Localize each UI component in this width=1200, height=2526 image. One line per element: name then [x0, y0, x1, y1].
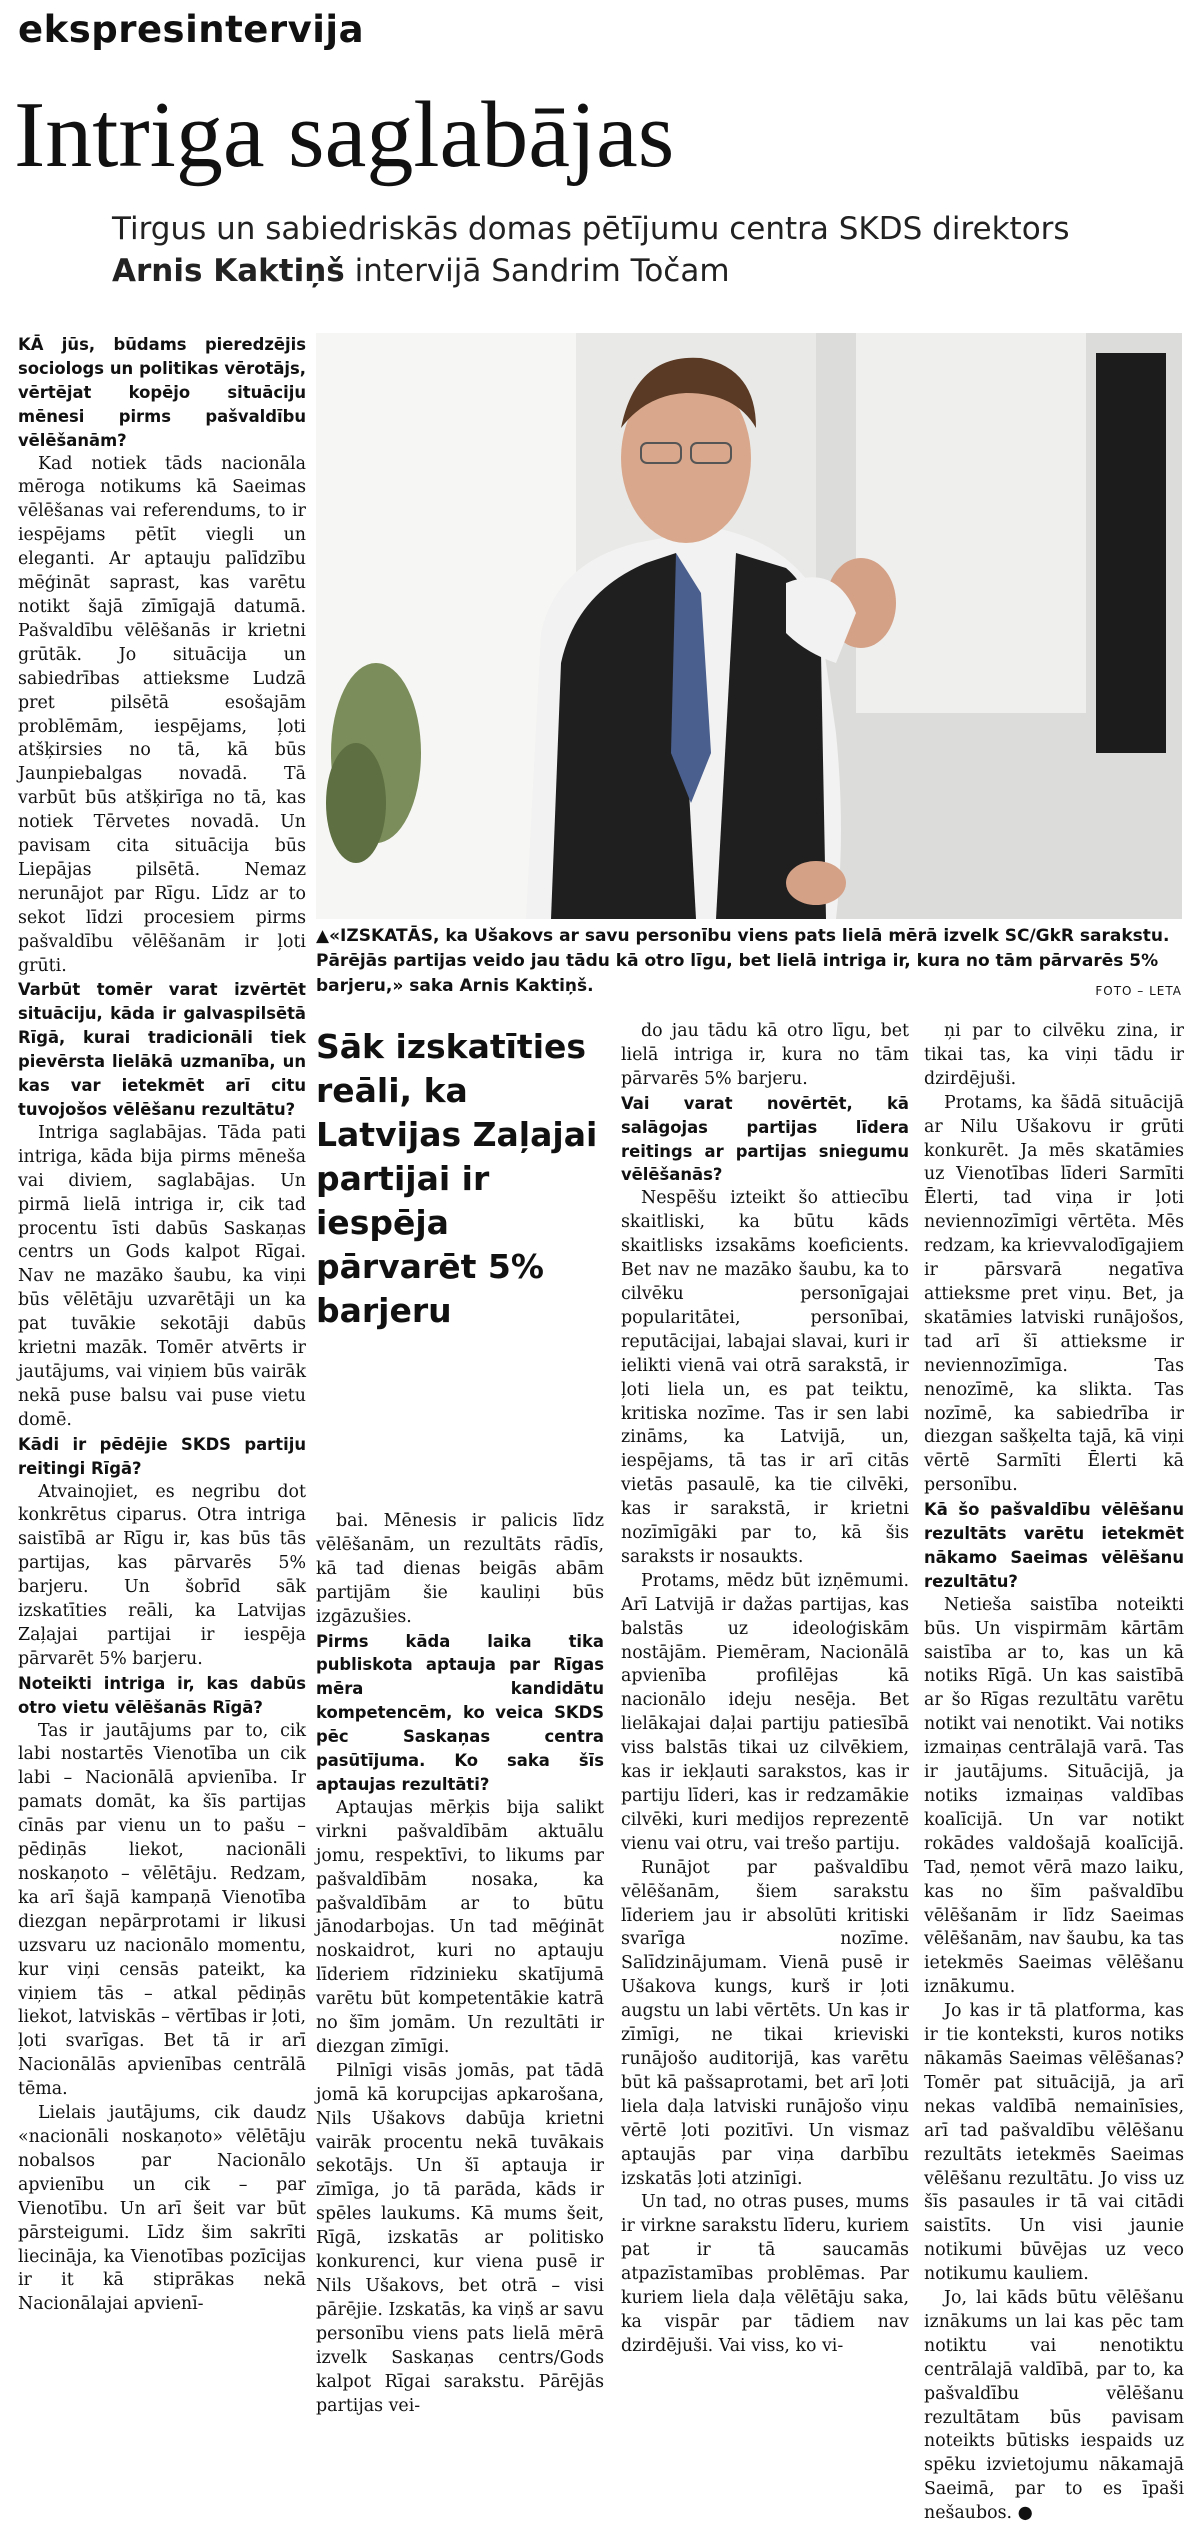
answer-paragraph: Pilnīgi visās jomās, pat tādā jomā kā korupcijas apkarošana, Nils Ušakovs dabūja krietni vairāk procentu nekā tuvākais sekotājs. Un šī aptauja ir zīmīga, jo tā parāda, kāds ir spēles laukums. Kā mums šeit, Rīgā, izskatās ar politisko konkurenci, kur viena pusē ir Nils Ušakovs, bet otrā – visi pārējie. Izskatās, ka viņš ar savu personību viens pats lielā mērā izvelk Saskaņas centrs/Gods kalpot Rīgai sarakstu. Pārējās partijas vei-	[316, 2060, 604, 2416]
answer-paragraph: Lielais jautājums, cik daudz «nacionāli noskaņoto» vēlētāju nobalsos par Nacionālo apvienību un cik – par Vienotību. Un arī šeit var būt pārsteigumi. Līdz šim sakrīti liecināja, ka Vienotības pozīcijas ir it kā stiprākas nekā Nacionālajai apvienī-	[18, 2103, 306, 2315]
answer-paragraph: Nespēšu izteikt šo attiecību skaitliski, ka būtu kāds skaitlisks izsakāms koeficients. Bet nav ne mazāko šaubu, ka to cilvēku personīgajai popularitātei, personībai, reputācijai, labajai slavai, kuri ir ielikti vienā vai otrā sarakstā, ir ļoti liela un, es pat teiktu, kritiska nozīme. Tas ir sen labi zināms, ka Latvijā, un, iespējams, tā tas ir arī citās vietās pasaulē, ka tie cilvēki, kas ir sarakstā, ir krietni nozīmīgāki par to, kā šis saraksts ir nosaukts.	[621, 1188, 909, 1567]
answer-paragraph: Netieša saistība noteikti būs. Un vispirmām kārtām saistība ar to, kas un kā notiks Rīgā. Un kas saistībā ar šo Rīgas rezultātu varētu notikt vai nenotikt. Vai notiks izmaiņas centrālajā varā. Tas ir jautājums. Situācijā, ja notiks izmaiņas valdības koalīcijā. Un var notikt rokādes valdošajā koalīcijā. Tad, ņemot vērā mazo laiku, kas no šīm pašvaldību vēlēšanām ir līdz Saeimas vēlēšanām, nav šaubu, ka tas ietekmēs Saeimas vēlēšanu iznākumu.	[924, 1594, 1184, 1998]
answer-paragraph: Tas ir jautājums par to, cik labi nostartēs Vienotība un cik labi – Nacionālā apvienība. Ir pamats domāt, ka šīs partijas cīnās par vienu un to pašu – pēdiņās liekot, nacionāli noskaņoto – vēlētāju. Redzam, ka arī šajā kampaņā Vienotība diezgan nepārprotami ir likusi uzsvaru uz nacionālo momentu, kur viņi censās pateikt, ka viņiem tās – atkal pēdiņās liekot, latviskās – vērtības ir ļoti, ļoti svarīgas. Bet tā ir arī Nacionālās apvienības centrālā tēma.	[18, 1720, 306, 2100]
answer-paragraph: Atvainojiet, es negribu dot konkrētus ciparus. Otra intriga saistībā ar Rīgu ir, kas būs tās partijas, kas pārvarēs 5% barjeru. Un šobrīd sāk izskatīties reāli, ka Latvijas Zaļajai partijai ir iespēja pārvarēt 5% barjeru.	[18, 1481, 306, 1669]
interview-question: Kā šo pašvaldību vēlēšanu rezultāts varētu ietekmēt nākamo Saeimas vēlēšanu rezultātu?	[924, 1500, 1184, 1591]
photo-credit: FOTO – LETA	[1095, 984, 1182, 998]
subtitle-line-2	[112, 250, 1070, 292]
article-column-3	[621, 1020, 909, 2478]
answer-paragraph: Aptaujas mērķis bija salikt virkni pašvaldībām aktuālu jomu, respektīvi, to likums par pašvaldībām nosaka, ka pašvaldībām ar to būtu jānodarbojas. Un tad mēģināt noskaidrot, kuri no aptauju līderiem rīdzinieku skatījumā varētu būt kompetentākie katrā no šīm jomām. Un rezultāti ir diezgan zīmīgi.	[316, 1797, 604, 2057]
answer-paragraph: Runājot par pašvaldību vēlēšanām, šiem sarakstu līderiem jau ir absolūti kritiski svarīga nozīme. Salīdzinājumam. Vienā pusē ir Ušakova kungs, kurš ir ļoti augstu un labi vērtēts. Un kas ir zīmīgi, ne tikai krieviski runājošo auditorijā, kas varētu būt kā pašsaprotami, bet arī ļoti liela daļa latviski runājošo viņu vērtē ļoti pozitīvi. Un vismaz aptaujās par viņa darbību izskatās ļoti atzinīgi.	[621, 1857, 909, 2189]
answer-paragraph: bai. Mēnesis ir palicis līdz vēlēšanām, un rezultāts rādīs, kā tad dienas beigās abām partijām šie kauliņi būs izgāzušies.	[316, 1511, 604, 1627]
interview-question: Noteikti intriga ir, kas dabūs otro vietu vēlēšanās Rīgā?	[18, 1673, 306, 1717]
answer-paragraph: Protams, ka šādā situācijā ar Nilu Ušakovu ir grūti konkurēt. Ja mēs skatāmies uz Vienotības līderi Sarmīti Ēlerti, tad viņa ir ļoti neviennozīmīgi vērtēta. Mēs redzam, ka krievvalodīgajiem ir pārsvarā negatīva attieksme pret viņu. Bet, ja skatāmies latviski runājošos, tad arī šī attieksme ir neviennozīmīga. Tas nenozīmē, ka slikta. Tas nozīmē, ka sabiedrība ir diezgan sašķelta tajā, kā viņi vērtē Sarmīti Ēlerti kā personību.	[924, 1092, 1184, 1496]
answer-paragraph: Kad notiek tāds nacionāla mēroga notikums kā Saeimas vēlēšanas vai referendums, to ir iespējams pētīt viegli un eleganti. Ar aptauju palīdzību mēģināt saprast, kas varētu notikt šajā zīmīgajā datumā. Pašvaldību vēlēšanās ir krietni grūtāk. Jo situācija un sabiedrības attieksme Ludzā pret pilsētā esošajām problēmām, iespējams, ļoti atšķirsies no tā, kā būs Jaunpiebalgas novadā. Tā varbūt būs atšķirīga no tā, kas notiek Tērvetes novadā. Un pavisam cita situācija būs Liepājas pilsētā. Nemaz nerunājot par Rīgu. Līdz ar to sekot līdzi procesiem pirms pašvaldību vēlēšanām ir ļoti grūti.	[18, 453, 306, 976]
answer-paragraph: Un tad, no otras puses, mums ir virkne sarakstu līderu, kuriem pat ir tā saucamās atpazīstamības problēmas. Par kuriem liela daļa vēlētāju saka, ka vispār par tādiem nav dzirdējuši. Vai viss, ko vi-	[621, 2192, 909, 2356]
answer-paragraph: Jo kas ir tā platforma, kas ir tie konteksti, kuros notiks nākamās Saeimas vēlēšanas? Tomēr pat situācijā, ja arī nekas valdībā nemainīsies, arī tad pašvaldību vēlēšanu rezultāts ietekmēs Saeimas vēlēšanu rezultātu. Jo viss uz šīs pasaules ir tā vai citādi saistīts. Un visi jaunie notikumi būvējas uz veco notikumu kauliem.	[924, 2001, 1184, 2285]
photo-caption: ▲«IZSKATĀS, ka Ušakovs ar savu personību viens pats lielā mērā izvelk SC/GkR sarakstu. Pārējās partijas veido jau tādu kā otro līgu, bet lielā intriga ir, kura no tām pārvarēs 5% barjeru,» saka Arnis Kaktiņš.	[316, 926, 1170, 996]
subtitle-line-1: Tirgus un sabiedriskās domas pētījumu centra SKDS direktors	[112, 211, 1070, 247]
subtitle-line-2-rest: intervijā Sandrim Točam	[344, 253, 730, 289]
pull-quote: Sāk izskatīties reāli, ka Latvijas Zaļajai partijai ir iespēja pārvarēt 5% barjeru	[316, 1027, 598, 1330]
portrait-photo	[316, 333, 1182, 919]
headline: Intriga saglabājas	[14, 83, 675, 187]
answer-paragraph: Protams, mēdz būt izņēmumi. Arī Latvijā ir dažas partijas, kas balstās uz ideoloģiskām nostājām. Piemēram, Nacionālā apvienība profilējas kā nacionālo ideju nesēja. Bet lielākajai daļai partiju patiesībā viss balstās tikai uz cilvēkiem, kas ir iekļauti sarakstos, kas ir partiju līderi, kas ir redzamākie cilvēki, kuri medijos reprezentē vienu vai otru, vai trešo partiju.	[621, 1570, 909, 1854]
answer-paragraph: do jau tādu kā otro līgu, bet lielā intriga ir, kura no tām pārvarēs 5% barjeru.	[621, 1021, 909, 1089]
answer-paragraph: Jo, lai kāds būtu vēlēšanu iznākums un lai kas pēc tam notiktu vai nenotiktu centrālajā valdībā, par to, ka pašvaldību vēlēšanu rezultātam būs pavisam noteikts būtisks iespaids uz spēku izvietojumu nākamajā Saeimā, par to es īpaši nešaubos. ●	[924, 2288, 1184, 2524]
answer-paragraph: Intriga saglabājas. Tāda pati intriga, kāda bija pirms mēneša vai diviem, saglabājas. Un pirmā lielā intriga ir, cik tad procentu īsti dabūs Saskaņas centrs un Gods kalpot Rīgai. Nav ne mazāko šaubu, ka viņi būs vēlētāju uzvarētāji un ka pat tuvākie sekotāji dabūs krietni mazāk. Tomēr atvērts ir jautājums, vai viņiem būs vairāk nekā puse balsu vai puse vietu domē.	[18, 1122, 306, 1430]
section-label: ekspresintervija	[18, 8, 365, 51]
interview-question: Pirms kāda laika tika publiskota aptauja par Rīgas mēra kandidātu kompetencēm, ko veica SKDS pēc Saskaņas centra pasūtījuma. Ko saka šīs aptaujas rezultāti?	[316, 1631, 604, 1794]
photo-illustration	[316, 333, 1182, 919]
answer-paragraph: ņi par to cilvēku zina, ir tikai tas, ka viņi tādu ir dzirdējuši.	[924, 1021, 1184, 1089]
interviewee-name: Arnis Kaktiņš	[112, 253, 345, 289]
interview-question: Vai varat novērtēt, kā salāgojas partijas līdera reitings ar partijas sniegumu vēlēšanās?	[621, 1093, 909, 1185]
article-column-4	[924, 1020, 1184, 2524]
interview-question: KĀ jūs, būdams pieredzējis sociologs un politikas vērotājs, vērtējat kopējo situāciju mēnesi pirms pašvaldību vēlēšanām?	[18, 335, 306, 450]
interview-question: Varbūt tomēr varat izvērtēt situāciju, kāda ir galvaspilsētā Rīgā, kurai tradicionāli tiek pievērsta lielākā uzmanība, un kas var ietekmēt arī citu tuvojošos vēlēšanu rezultātu?	[18, 980, 306, 1119]
article-column-2	[316, 1510, 604, 2478]
article-column-1	[18, 333, 306, 2478]
interview-question: Kādi ir pēdējie SKDS partiju reitingi Rīgā?	[18, 1434, 306, 1478]
subtitle	[112, 208, 1070, 292]
